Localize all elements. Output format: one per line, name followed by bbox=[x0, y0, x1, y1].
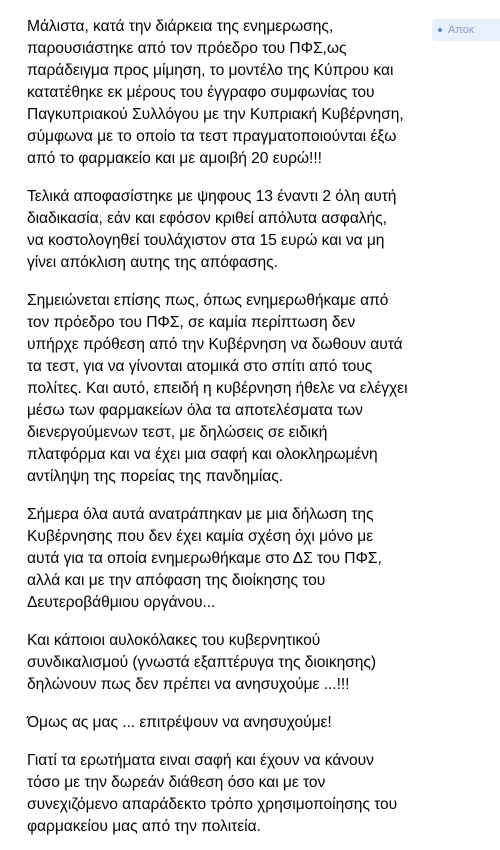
side-chip-label: Αποκ bbox=[448, 24, 475, 36]
post-paragraph-1: Μάλιστα, κατά την διάρκεια της ενημερωσης, παρουσιάστηκε από τον πρόεδρο του ΠΦΣ,ως παράδειγμα προς μίμηση, το μοντέλο της Κύπρου και κατατέθηκε εκ μέρους του έγγραφο συμφωνίας του Παγκυπριακού Συλλόγου με την Κυπριακή Κυβέρνηση, σύμφωνα με το οποίο τα τεστ πραγματοποιούνται έξω από το φαρμακείο και με αμοιβή 20 ευρώ!!! bbox=[27, 18, 404, 167]
post-paragraph-6: Όμως ας μας ... επιτρέψουν να ανησυχούμε! bbox=[27, 714, 332, 731]
post-paragraph-3: Σημειώνεται επίσης πως, όπως ενημερωθήκαμε από τον πρόεδρο του ΠΦΣ, σε καμία περίπτωση δεν υπήρχε πρόθεση από την Κυβέρνηση να δωθουν αυτά τα τεστ, για να γίνονται ατομικά στο σπίτι από τους πολίτες. Και αυτό, επειδή η κυβέρνηση ήθελε να ελέγχει μέσω των φαρμακείων όλα τα αποτελέσματα των διενεργούμενων τεστ, με δηλώσεις σε ειδική πλατφόρμα και να έχει μια σαφή και ολοκληρωμένη αντίληψη της πορείας της πανδημίας. bbox=[27, 292, 408, 485]
post-body bbox=[27, 16, 477, 850]
post-paragraph-4: Σήμερα όλα αυτά ανατράπηκαν με μια δήλωση της Κυβέρνησης που δεν έχει καμία σχέση όχι μόνο με αυτά για τα οποία ενημερωθήκαμε στο ΔΣ του ΠΦΣ, αλλά και με την απόφαση της διοίκησης του Δευτεροβάθμιου οργάνου... bbox=[27, 506, 382, 611]
post-paragraph-5: Και κάποιοι αυλοκόλακες του κυβερνητικού συνδικαλισμού (γνωστά εξαπτέρυγα της διοικησης) δηλώνουν πως δεν πρέπει να ανησυχούμε ...!!! bbox=[27, 632, 377, 693]
post-paragraph-2: Τελικά αποφασίστηκε με ψηφους 13 έναντι 2 όλη αυτή διαδικασία, εάν και εφόσον κριθεί απόλυτα ασφαλής, να κοστολογηθεί τουλάχιστον στα 15 ευρώ και να μη γίνει απόκλιση αυτης της απόφασης. bbox=[27, 188, 397, 271]
post-paragraph-7: Γιατί τα ερωτήματα ειναι σαφή και έχουν να κάνουν τόσο με την δωρεάν διάθεση όσο και με τον συνεχιζόμενο απαράδεκτο τρόπο χρησιμοποίησης του φαρμακείου μας από την πολιτεία. bbox=[27, 752, 398, 835]
